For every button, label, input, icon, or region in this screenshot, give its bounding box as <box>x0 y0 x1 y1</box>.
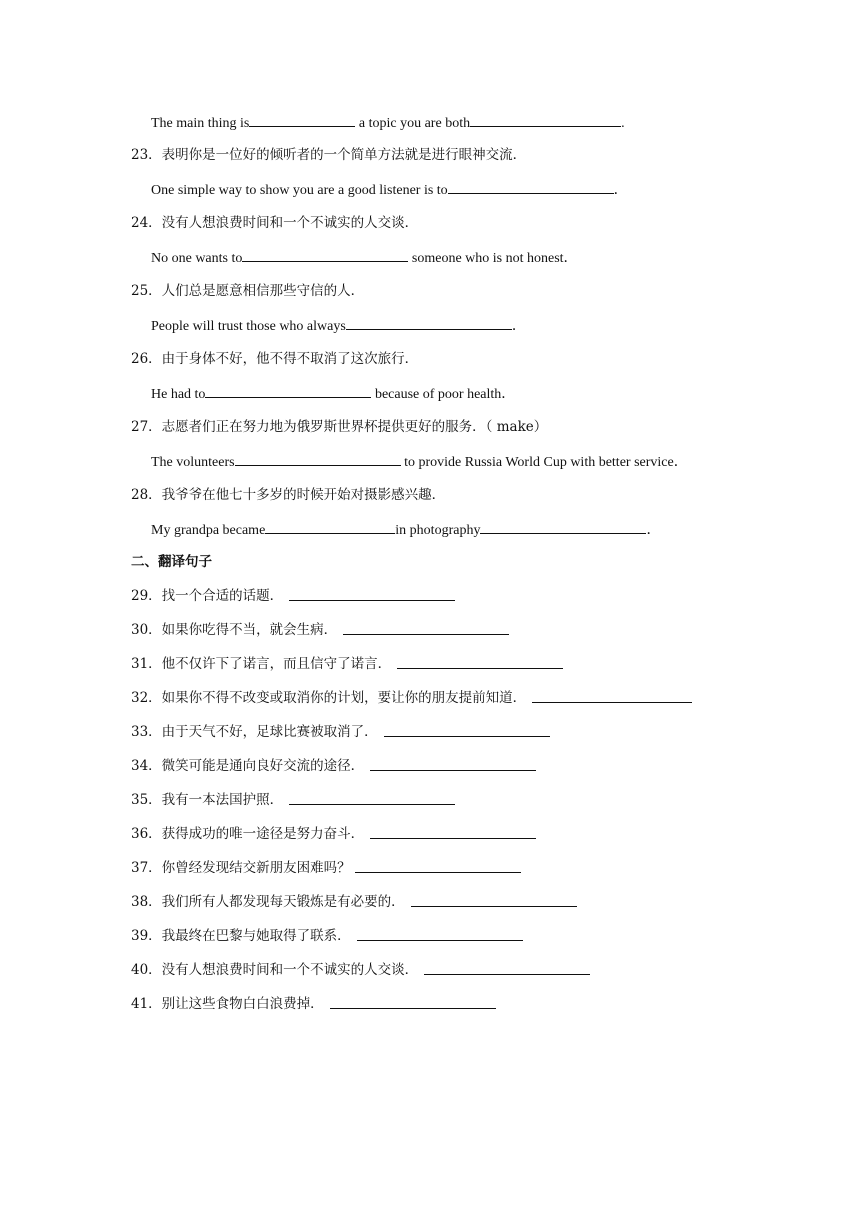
translate-prompt: 29．找一个合适的话题． <box>131 588 284 604</box>
q22-english-line <box>151 113 625 133</box>
q27-blank[interactable] <box>235 452 401 466</box>
q22-end: . <box>621 116 625 131</box>
answer-blank[interactable] <box>384 723 550 737</box>
q25-text-a: People will trust those who always <box>151 319 346 334</box>
q28-english-line <box>151 520 660 540</box>
translate-prompt: 41．别让这些食物白白浪费掉． <box>131 996 324 1012</box>
q23-text-a: One simple way to show you are a good listener is to <box>151 183 448 198</box>
q25-blank[interactable] <box>346 316 512 330</box>
answer-blank[interactable] <box>411 893 577 907</box>
translate-prompt: 37．你曾经发现结交新朋友困难吗？ <box>131 860 351 876</box>
section-title: 二、翻译句子 <box>131 554 212 570</box>
translate-item <box>131 825 536 843</box>
translate-prompt: 31．他不仅许下了诺言，而且信守了诺言． <box>131 656 392 672</box>
q24-text-b: someone who is not honest． <box>408 251 578 266</box>
answer-blank[interactable] <box>289 587 455 601</box>
answer-blank[interactable] <box>330 995 496 1009</box>
translate-prompt: 34．微笑可能是通向良好交流的途径． <box>131 758 365 774</box>
q22-blank-1[interactable] <box>249 113 355 127</box>
translate-item <box>131 995 496 1013</box>
q28-text-b: in photography <box>395 523 481 538</box>
translate-item <box>131 859 521 877</box>
q23-end: ． <box>613 183 628 198</box>
translate-item <box>131 893 577 911</box>
q27-text-a: The volunteers <box>151 455 235 470</box>
q24-text-a: No one wants to <box>151 251 243 266</box>
q26-english-line <box>151 384 515 404</box>
answer-blank[interactable] <box>532 689 692 703</box>
q28-blank-2[interactable] <box>480 520 646 534</box>
translate-item <box>131 723 550 741</box>
translate-prompt: 39．我最终在巴黎与她取得了联系． <box>131 928 351 944</box>
answer-blank[interactable] <box>370 825 536 839</box>
q23-chinese: 23．表明你是一位好的倾听者的一个简单方法就是进行眼神交流． <box>131 147 527 163</box>
q26-chinese: 26．由于身体不好，他不得不取消了这次旅行． <box>131 351 419 367</box>
q26-text-b: because of poor health． <box>371 387 516 402</box>
translate-item <box>131 791 455 809</box>
answer-blank[interactable] <box>370 757 536 771</box>
q25-chinese: 25．人们总是愿意相信那些守信的人． <box>131 283 365 299</box>
q23-blank[interactable] <box>448 180 614 194</box>
q28-chinese: 28．我爷爷在他七十多岁的时候开始对摄影感兴趣． <box>131 487 446 503</box>
q23-english-line <box>151 180 628 200</box>
q25-end: ． <box>511 319 526 334</box>
q27-chinese: 27．志愿者们正在努力地为俄罗斯世界杯提供更好的服务．（ make） <box>131 419 548 435</box>
q24-chinese: 24．没有人想浪费时间和一个不诚实的人交谈． <box>131 215 419 231</box>
translate-prompt: 38．我们所有人都发现每天锻炼是有必要的． <box>131 894 405 910</box>
answer-blank[interactable] <box>289 791 455 805</box>
q22-text-a: The main thing is <box>151 116 250 131</box>
q28-end: ． <box>646 523 661 538</box>
translate-item <box>131 621 509 639</box>
translate-prompt: 35．我有一本法国护照． <box>131 792 284 808</box>
q28-text-a: My grandpa became <box>151 523 266 538</box>
q24-blank[interactable] <box>242 248 408 262</box>
answer-blank[interactable] <box>343 621 509 635</box>
translate-item <box>131 655 563 673</box>
answer-blank[interactable] <box>355 859 521 873</box>
translate-item <box>131 587 455 605</box>
q28-blank-1[interactable] <box>265 520 395 534</box>
translate-prompt: 33．由于天气不好，足球比赛被取消了． <box>131 724 378 740</box>
q25-english-line <box>151 316 526 336</box>
translate-prompt: 30．如果你吃得不当，就会生病． <box>131 622 338 638</box>
q26-blank[interactable] <box>205 384 371 398</box>
answer-blank[interactable] <box>424 961 590 975</box>
translate-prompt: 40．没有人想浪费时间和一个不诚实的人交谈． <box>131 962 419 978</box>
q27-english-line <box>151 452 688 472</box>
q22-text-b: a topic you are both <box>355 116 471 131</box>
translate-prompt: 36．获得成功的唯一途径是努力奋斗． <box>131 826 365 842</box>
translate-prompt: 32．如果你不得不改变或取消你的计划，要让你的朋友提前知道． <box>131 690 527 706</box>
q26-text-a: He had to <box>151 387 206 402</box>
q27-text-b: to provide Russia World Cup with better service． <box>400 455 688 470</box>
translate-item <box>131 757 536 775</box>
answer-blank[interactable] <box>397 655 563 669</box>
translate-item <box>131 927 523 945</box>
answer-blank[interactable] <box>357 927 523 941</box>
translate-item <box>131 689 692 707</box>
translate-item <box>131 961 590 979</box>
q22-blank-2[interactable] <box>470 113 621 127</box>
q24-english-line <box>151 248 578 268</box>
